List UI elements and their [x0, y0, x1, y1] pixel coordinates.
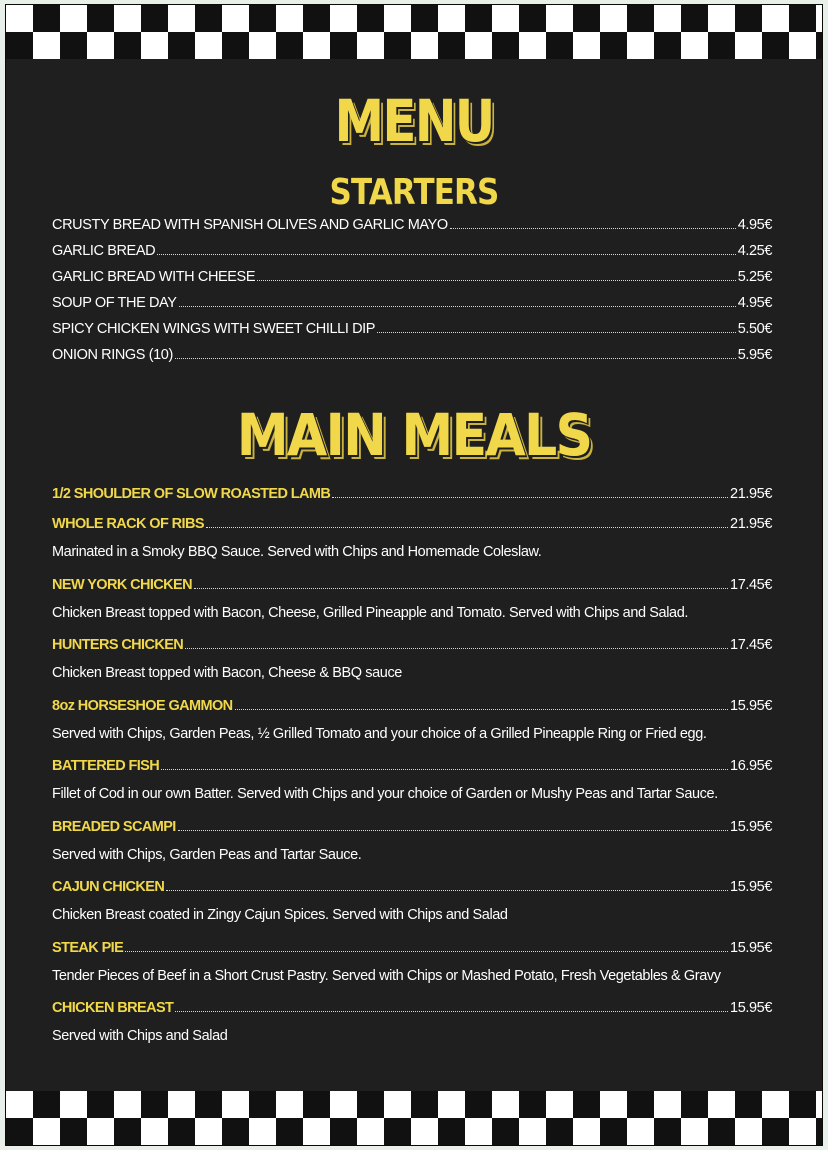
starter-item [52, 263, 772, 285]
starter-price: 4.95€ [737, 295, 772, 311]
checkered-border-top [6, 5, 822, 59]
starter-price: 5.50€ [737, 321, 772, 337]
leader-dots [450, 228, 736, 229]
starter-item [52, 341, 772, 363]
main-item-description: Served with Chips, Garden Peas, ½ Grilled Tomato and your choice of a Grilled Pineapple Ring or Fried egg. [52, 726, 707, 742]
starter-price: 4.95€ [737, 217, 772, 233]
leader-dots [185, 648, 728, 649]
main-item [52, 994, 772, 1016]
main-item-name: NEW YORK CHICKEN [52, 577, 192, 593]
checkered-border-bottom [6, 1091, 822, 1145]
main-item-description: Chicken Breast topped with Bacon, Cheese, Grilled Pineapple and Tomato. Served with Chips and Salad. [52, 605, 688, 621]
starter-item [52, 237, 772, 259]
main-item-name: BREADED SCAMPI [52, 819, 176, 835]
main-item [52, 813, 772, 835]
main-item [52, 934, 772, 956]
menu-page [5, 4, 823, 1146]
starter-name: SPICY CHICKEN WINGS WITH SWEET CHILLI DIP [52, 321, 376, 337]
leader-dots [179, 306, 736, 307]
leader-dots [175, 358, 736, 359]
leader-dots [377, 332, 736, 333]
main-item [52, 631, 772, 653]
main-item [52, 873, 772, 895]
starter-item [52, 211, 772, 233]
main-item-description: Tender Pieces of Beef in a Short Crust Pastry. Served with Chips or Mashed Potato, Fresh Vegetables & Gravy [52, 968, 721, 984]
leader-dots [332, 497, 728, 498]
main-item-name: CHICKEN BREAST [52, 1000, 174, 1016]
main-item [52, 752, 772, 774]
leader-dots [194, 588, 728, 589]
starter-name: GARLIC BREAD [52, 243, 156, 259]
starter-item [52, 289, 772, 311]
starter-name: GARLIC BREAD WITH CHEESE [52, 269, 256, 285]
leader-dots [235, 709, 729, 710]
starter-name: CRUSTY BREAD WITH SPANISH OLIVES AND GARLIC MAYO [52, 217, 448, 233]
main-item-price: 15.95€ [730, 1000, 772, 1016]
main-item [52, 692, 772, 714]
main-item-price: 15.95€ [730, 879, 772, 895]
leader-dots [257, 280, 736, 281]
main-item-price: 16.95€ [730, 758, 772, 774]
leader-dots [178, 830, 728, 831]
main-item [52, 480, 772, 502]
main-item-description: Fillet of Cod in our own Batter. Served with Chips and your choice of Garden or Mushy Peas and Tartar Sauce. [52, 786, 718, 802]
main-item-price: 15.95€ [730, 698, 772, 714]
main-item-description: Served with Chips, Garden Peas and Tartar Sauce. [52, 847, 362, 863]
main-item-description: Marinated in a Smoky BBQ Sauce. Served with Chips and Homemade Coleslaw. [52, 544, 542, 560]
main-item-price: 15.95€ [730, 940, 772, 956]
main-item [52, 571, 772, 593]
starter-item [52, 315, 772, 337]
leader-dots [206, 527, 728, 528]
main-meals-heading: MAIN MEALS [236, 401, 592, 469]
menu-title: MENU [334, 87, 494, 155]
main-item-name: STEAK PIE [52, 940, 124, 956]
main-item-price: 17.45€ [730, 577, 772, 593]
starters-heading: STARTERS [329, 172, 499, 213]
main-item-price: 21.95€ [730, 516, 772, 532]
main-item-name: CAJUN CHICKEN [52, 879, 165, 895]
main-item-name: 1/2 SHOULDER OF SLOW ROASTED LAMB [52, 486, 331, 502]
main-item-description: Chicken Breast coated in Zingy Cajun Spices. Served with Chips and Salad [52, 907, 508, 923]
starter-name: SOUP OF THE DAY [52, 295, 177, 311]
main-item-name: WHOLE RACK OF RIBS [52, 516, 204, 532]
main-item-name: HUNTERS CHICKEN [52, 637, 184, 653]
leader-dots [157, 254, 736, 255]
main-item-price: 17.45€ [730, 637, 772, 653]
starter-name: ONION RINGS (10) [52, 347, 173, 363]
main-item-description: Served with Chips and Salad [52, 1028, 228, 1044]
starter-price: 5.25€ [737, 269, 772, 285]
leader-dots [175, 1011, 728, 1012]
leader-dots [161, 769, 728, 770]
main-item-description: Chicken Breast topped with Bacon, Cheese & BBQ sauce [52, 665, 402, 681]
main-item [52, 510, 772, 532]
starter-price: 5.95€ [737, 347, 772, 363]
starter-price: 4.25€ [737, 243, 772, 259]
main-item-price: 15.95€ [730, 819, 772, 835]
leader-dots [166, 890, 728, 891]
main-item-name: BATTERED FISH [52, 758, 160, 774]
main-item-price: 21.95€ [730, 486, 772, 502]
leader-dots [125, 951, 728, 952]
main-item-name: 8oz HORSESHOE GAMMON [52, 698, 233, 714]
